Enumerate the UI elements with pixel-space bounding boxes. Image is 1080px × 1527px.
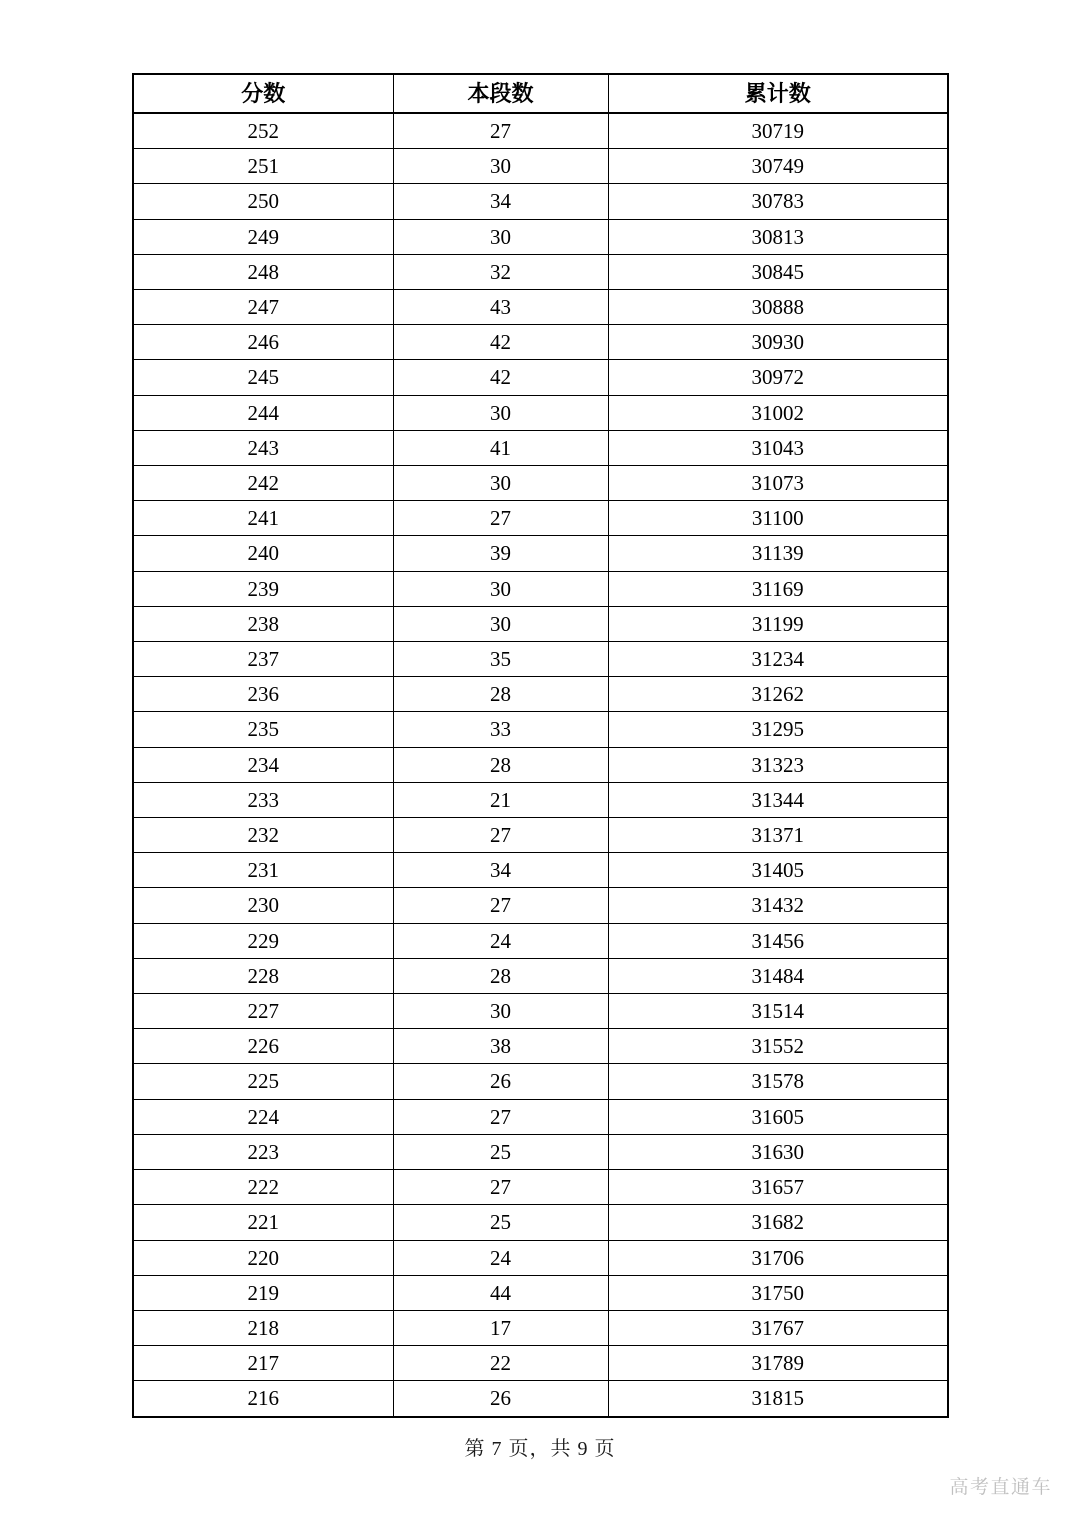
cell-segment-count: 35 <box>393 642 608 677</box>
cell-cumulative-count: 30719 <box>608 113 948 149</box>
cell-segment-count: 30 <box>393 219 608 254</box>
cell-cumulative-count: 31100 <box>608 501 948 536</box>
column-header-score: 分数 <box>133 74 393 113</box>
cell-cumulative-count: 31514 <box>608 994 948 1029</box>
cell-cumulative-count: 31199 <box>608 606 948 641</box>
table-row <box>133 712 948 747</box>
cell-cumulative-count: 31295 <box>608 712 948 747</box>
table-row <box>133 1099 948 1134</box>
column-header-segment-count: 本段数 <box>393 74 608 113</box>
cell-cumulative-count: 31484 <box>608 958 948 993</box>
cell-segment-count: 27 <box>393 113 608 149</box>
page-footer: 第 7 页，共 9 页 <box>464 1438 616 1460</box>
table-row <box>133 1381 948 1417</box>
cell-cumulative-count: 31234 <box>608 642 948 677</box>
cell-score: 227 <box>133 994 393 1029</box>
cell-segment-count: 42 <box>393 360 608 395</box>
table-row <box>133 1240 948 1275</box>
table-row <box>133 536 948 571</box>
cell-segment-count: 27 <box>393 1170 608 1205</box>
cell-score: 249 <box>133 219 393 254</box>
cell-segment-count: 34 <box>393 853 608 888</box>
table-row <box>133 254 948 289</box>
cell-score: 232 <box>133 818 393 853</box>
cell-score: 226 <box>133 1029 393 1064</box>
cell-cumulative-count: 31139 <box>608 536 948 571</box>
cell-score: 223 <box>133 1134 393 1169</box>
cell-score: 242 <box>133 466 393 501</box>
column-header-cumulative-count: 累计数 <box>608 74 948 113</box>
table-row <box>133 1275 948 1310</box>
cell-segment-count: 30 <box>393 395 608 430</box>
cell-cumulative-count: 30749 <box>608 149 948 184</box>
cell-cumulative-count: 31323 <box>608 747 948 782</box>
cell-cumulative-count: 31605 <box>608 1099 948 1134</box>
table-row <box>133 184 948 219</box>
cell-score: 246 <box>133 325 393 360</box>
cell-score: 240 <box>133 536 393 571</box>
table-row <box>133 1064 948 1099</box>
cell-cumulative-count: 30888 <box>608 290 948 325</box>
cell-cumulative-count: 31405 <box>608 853 948 888</box>
cell-cumulative-count: 31371 <box>608 818 948 853</box>
cell-score: 248 <box>133 254 393 289</box>
cell-score: 222 <box>133 1170 393 1205</box>
table-row <box>133 1170 948 1205</box>
cell-segment-count: 33 <box>393 712 608 747</box>
cell-segment-count: 25 <box>393 1205 608 1240</box>
cell-score: 220 <box>133 1240 393 1275</box>
cell-score: 234 <box>133 747 393 782</box>
table-row <box>133 1346 948 1381</box>
table-row <box>133 782 948 817</box>
cell-score: 251 <box>133 149 393 184</box>
cell-score: 221 <box>133 1205 393 1240</box>
cell-segment-count: 30 <box>393 571 608 606</box>
cell-score: 250 <box>133 184 393 219</box>
table-row <box>133 571 948 606</box>
table-row <box>133 149 948 184</box>
cell-segment-count: 27 <box>393 1099 608 1134</box>
cell-segment-count: 27 <box>393 818 608 853</box>
cell-segment-count: 26 <box>393 1064 608 1099</box>
cell-segment-count: 24 <box>393 923 608 958</box>
cell-score: 219 <box>133 1275 393 1310</box>
cell-cumulative-count: 31706 <box>608 1240 948 1275</box>
cell-cumulative-count: 31169 <box>608 571 948 606</box>
table-row <box>133 466 948 501</box>
cell-cumulative-count: 31552 <box>608 1029 948 1064</box>
cell-score: 228 <box>133 958 393 993</box>
cell-segment-count: 34 <box>393 184 608 219</box>
cell-score: 217 <box>133 1346 393 1381</box>
table-row <box>133 1310 948 1345</box>
cell-segment-count: 25 <box>393 1134 608 1169</box>
cell-segment-count: 30 <box>393 994 608 1029</box>
cell-cumulative-count: 30845 <box>608 254 948 289</box>
table-row <box>133 1029 948 1064</box>
score-table-container <box>132 73 947 1418</box>
cell-segment-count: 22 <box>393 1346 608 1381</box>
cell-score: 241 <box>133 501 393 536</box>
cell-cumulative-count: 31578 <box>608 1064 948 1099</box>
table-row <box>133 290 948 325</box>
cell-score: 235 <box>133 712 393 747</box>
cell-segment-count: 38 <box>393 1029 608 1064</box>
table-row <box>133 853 948 888</box>
cell-segment-count: 30 <box>393 606 608 641</box>
cell-cumulative-count: 31344 <box>608 782 948 817</box>
table-header-row <box>133 74 948 113</box>
cell-score: 231 <box>133 853 393 888</box>
table-row <box>133 958 948 993</box>
cell-score: 237 <box>133 642 393 677</box>
cell-cumulative-count: 31456 <box>608 923 948 958</box>
cell-score: 238 <box>133 606 393 641</box>
cell-segment-count: 27 <box>393 501 608 536</box>
cell-segment-count: 39 <box>393 536 608 571</box>
cell-cumulative-count: 31432 <box>608 888 948 923</box>
cell-segment-count: 28 <box>393 677 608 712</box>
cell-cumulative-count: 30783 <box>608 184 948 219</box>
cell-score: 239 <box>133 571 393 606</box>
cell-score: 245 <box>133 360 393 395</box>
cell-cumulative-count: 31815 <box>608 1381 948 1417</box>
cell-cumulative-count: 31630 <box>608 1134 948 1169</box>
cell-score: 229 <box>133 923 393 958</box>
cell-cumulative-count: 31789 <box>608 1346 948 1381</box>
cell-cumulative-count: 31262 <box>608 677 948 712</box>
cell-score: 225 <box>133 1064 393 1099</box>
watermark-label: 高考直通车 <box>949 1477 1052 1498</box>
table-row <box>133 501 948 536</box>
cell-score: 236 <box>133 677 393 712</box>
cell-cumulative-count: 31043 <box>608 430 948 465</box>
cell-segment-count: 27 <box>393 888 608 923</box>
cell-score: 252 <box>133 113 393 149</box>
table-body <box>133 113 948 1417</box>
cell-segment-count: 24 <box>393 1240 608 1275</box>
table-row <box>133 219 948 254</box>
cell-score: 243 <box>133 430 393 465</box>
table-row <box>133 642 948 677</box>
cell-segment-count: 17 <box>393 1310 608 1345</box>
cell-segment-count: 28 <box>393 747 608 782</box>
cell-segment-count: 43 <box>393 290 608 325</box>
table-row <box>133 818 948 853</box>
cell-cumulative-count: 31750 <box>608 1275 948 1310</box>
cell-score: 233 <box>133 782 393 817</box>
cell-segment-count: 42 <box>393 325 608 360</box>
cell-segment-count: 26 <box>393 1381 608 1417</box>
cell-cumulative-count: 31682 <box>608 1205 948 1240</box>
cell-cumulative-count: 31073 <box>608 466 948 501</box>
cell-score: 224 <box>133 1099 393 1134</box>
table-row <box>133 325 948 360</box>
cell-score: 218 <box>133 1310 393 1345</box>
cell-segment-count: 32 <box>393 254 608 289</box>
cell-segment-count: 44 <box>393 1275 608 1310</box>
table-row <box>133 677 948 712</box>
table-header <box>133 74 948 113</box>
cell-score: 230 <box>133 888 393 923</box>
table-row <box>133 113 948 149</box>
table-row <box>133 923 948 958</box>
cell-segment-count: 21 <box>393 782 608 817</box>
cell-cumulative-count: 31767 <box>608 1310 948 1345</box>
table-row <box>133 994 948 1029</box>
cell-segment-count: 41 <box>393 430 608 465</box>
table-row <box>133 1205 948 1240</box>
cell-score: 216 <box>133 1381 393 1417</box>
table-row <box>133 606 948 641</box>
cell-segment-count: 28 <box>393 958 608 993</box>
cell-cumulative-count: 30930 <box>608 325 948 360</box>
cell-cumulative-count: 30813 <box>608 219 948 254</box>
table-row <box>133 888 948 923</box>
cell-score: 244 <box>133 395 393 430</box>
table-row <box>133 1134 948 1169</box>
table-row <box>133 747 948 782</box>
cell-segment-count: 30 <box>393 466 608 501</box>
cell-cumulative-count: 31657 <box>608 1170 948 1205</box>
cell-cumulative-count: 30972 <box>608 360 948 395</box>
cell-segment-count: 30 <box>393 149 608 184</box>
table-row <box>133 430 948 465</box>
cell-cumulative-count: 31002 <box>608 395 948 430</box>
cell-score: 247 <box>133 290 393 325</box>
table-row <box>133 395 948 430</box>
table-row <box>133 360 948 395</box>
score-distribution-table <box>132 73 949 1418</box>
